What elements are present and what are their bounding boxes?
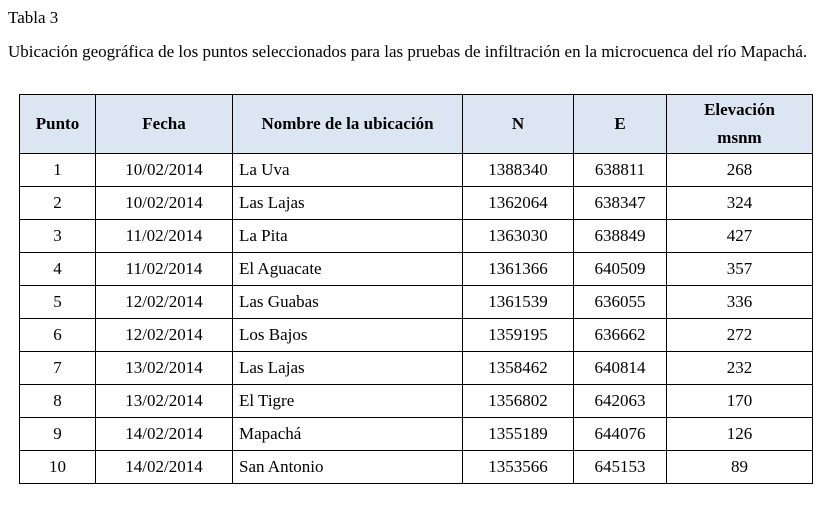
cell-punto: 4: [20, 253, 96, 286]
cell-nombre: San Antonio: [233, 451, 463, 484]
header-fecha: Fecha: [96, 95, 233, 154]
cell-fecha: 11/02/2014: [96, 220, 233, 253]
cell-elevacion: 268: [667, 154, 813, 187]
cell-e: 636662: [574, 319, 667, 352]
cell-punto: 1: [20, 154, 96, 187]
table-row: [20, 220, 813, 253]
cell-punto: 9: [20, 418, 96, 451]
table-caption: Ubicación geográfica de los puntos seleccionados para las pruebas de infiltración en la microcuenca del río Mapachá.: [8, 42, 808, 61]
cell-punto: 5: [20, 286, 96, 319]
cell-fecha: 14/02/2014: [96, 451, 233, 484]
cell-nombre: Las Guabas: [233, 286, 463, 319]
cell-punto: 6: [20, 319, 96, 352]
cell-elevacion: 336: [667, 286, 813, 319]
cell-elevacion: 324: [667, 187, 813, 220]
cell-punto: 7: [20, 352, 96, 385]
table-row: [20, 286, 813, 319]
cell-n: 1361366: [463, 253, 574, 286]
header-elevacion: [667, 95, 813, 154]
cell-fecha: 14/02/2014: [96, 418, 233, 451]
cell-nombre: El Aguacate: [233, 253, 463, 286]
cell-elevacion: 89: [667, 451, 813, 484]
cell-n: 1356802: [463, 385, 574, 418]
header-punto: Punto: [20, 95, 96, 154]
cell-e: 638811: [574, 154, 667, 187]
table-row: [20, 352, 813, 385]
cell-n: 1363030: [463, 220, 574, 253]
cell-e: 638849: [574, 220, 667, 253]
cell-e: 645153: [574, 451, 667, 484]
cell-e: 640509: [574, 253, 667, 286]
cell-fecha: 13/02/2014: [96, 352, 233, 385]
cell-fecha: 11/02/2014: [96, 253, 233, 286]
table-row: [20, 418, 813, 451]
table-body: [20, 154, 813, 484]
cell-nombre: Las Lajas: [233, 187, 463, 220]
table-row: [20, 154, 813, 187]
table-row: [20, 319, 813, 352]
cell-n: 1361539: [463, 286, 574, 319]
cell-n: 1362064: [463, 187, 574, 220]
cell-fecha: 10/02/2014: [96, 187, 233, 220]
cell-nombre: La Pita: [233, 220, 463, 253]
cell-fecha: 13/02/2014: [96, 385, 233, 418]
header-elevacion-line1: Elevación: [704, 100, 775, 119]
cell-punto: 10: [20, 451, 96, 484]
table-row: [20, 187, 813, 220]
header-nombre: Nombre de la ubicación: [233, 95, 463, 154]
cell-nombre: El Tigre: [233, 385, 463, 418]
cell-punto: 3: [20, 220, 96, 253]
cell-e: 638347: [574, 187, 667, 220]
cell-elevacion: 357: [667, 253, 813, 286]
cell-n: 1355189: [463, 418, 574, 451]
cell-e: 644076: [574, 418, 667, 451]
cell-fecha: 10/02/2014: [96, 154, 233, 187]
header-e: E: [574, 95, 667, 154]
cell-elevacion: 170: [667, 385, 813, 418]
cell-n: 1353566: [463, 451, 574, 484]
locations-table: [19, 94, 813, 484]
cell-elevacion: 427: [667, 220, 813, 253]
cell-fecha: 12/02/2014: [96, 286, 233, 319]
cell-nombre: Los Bajos: [233, 319, 463, 352]
cell-e: 636055: [574, 286, 667, 319]
cell-punto: 8: [20, 385, 96, 418]
cell-e: 640814: [574, 352, 667, 385]
cell-fecha: 12/02/2014: [96, 319, 233, 352]
cell-nombre: Las Lajas: [233, 352, 463, 385]
table-row: [20, 451, 813, 484]
table-header-row: [20, 95, 813, 154]
cell-nombre: Mapachá: [233, 418, 463, 451]
cell-elevacion: 272: [667, 319, 813, 352]
cell-n: 1388340: [463, 154, 574, 187]
cell-n: 1359195: [463, 319, 574, 352]
table-row: [20, 253, 813, 286]
cell-e: 642063: [574, 385, 667, 418]
cell-nombre: La Uva: [233, 154, 463, 187]
table-label: Tabla 3: [8, 8, 59, 27]
cell-elevacion: 126: [667, 418, 813, 451]
cell-n: 1358462: [463, 352, 574, 385]
header-elevacion-line2: msnm: [717, 128, 762, 147]
cell-punto: 2: [20, 187, 96, 220]
table-row: [20, 385, 813, 418]
header-n: N: [463, 95, 574, 154]
cell-elevacion: 232: [667, 352, 813, 385]
